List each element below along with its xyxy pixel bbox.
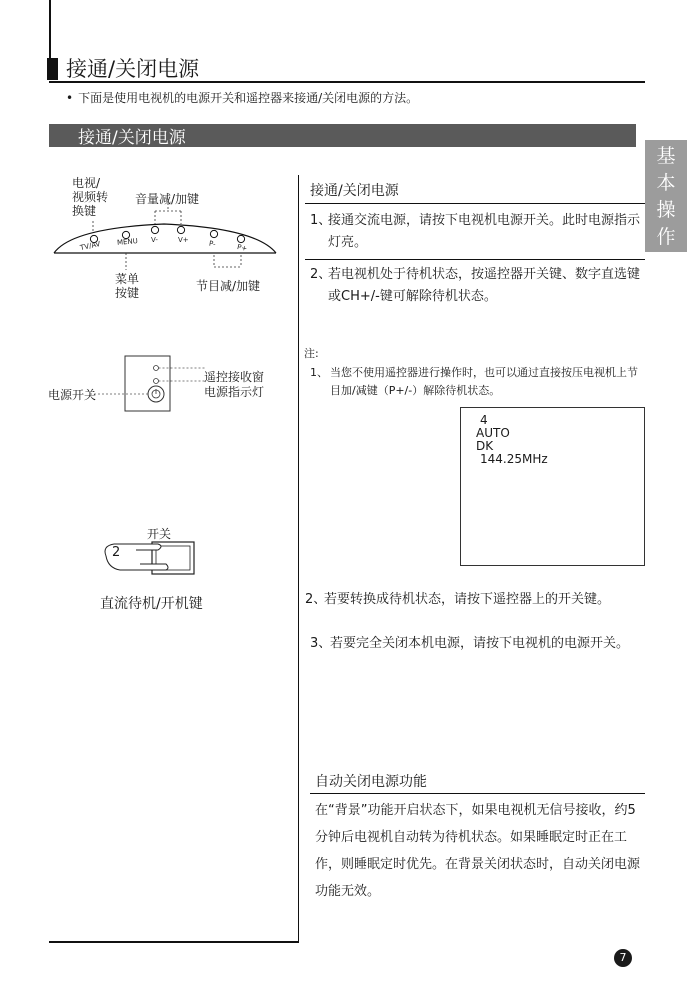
page-title: 接通/关闭电源 <box>66 57 200 81</box>
label-tvav-line1: 电视/ <box>72 176 101 190</box>
button-label-menu: MENU <box>116 237 139 247</box>
off-step2-text: 若要转换成待机状态，请按下遥控器上的开关键。 <box>324 592 611 607</box>
volume-down-button[interactable] <box>151 226 158 233</box>
chapter-tab-char: 操 <box>656 199 676 221</box>
program-up-button[interactable] <box>237 235 244 242</box>
bottom-rule <box>49 941 299 943</box>
button-label-volume-up: V+ <box>178 236 189 244</box>
heading-rule <box>305 203 645 204</box>
intro-text: • 下面是使用电视机的电源开关和遥控器来接通/关闭电源的方法。 <box>66 89 418 106</box>
button-label-program-down: P- <box>208 239 217 249</box>
button-label-volume-down: V- <box>151 236 158 244</box>
label-power-indicator: 电源指示灯 <box>204 385 265 399</box>
step2-number: 2、 <box>310 267 332 282</box>
power-on-heading: 接通/关闭电源 <box>310 183 399 199</box>
chapter-tab-char: 本 <box>656 172 676 194</box>
label-program: 节目减/加键 <box>196 279 261 293</box>
auto-off-rule <box>310 793 645 794</box>
page-number: 7 <box>614 949 632 967</box>
volume-up-button[interactable] <box>177 226 184 233</box>
label-standby-switch: 开关 <box>147 527 172 541</box>
power-panel-diagram <box>90 355 210 415</box>
title-underline <box>49 81 645 83</box>
label-menu-line1: 菜单 <box>115 272 140 286</box>
off-step3-number: 3、 <box>310 636 332 651</box>
osd-mode: AUTO <box>476 426 510 440</box>
chapter-tab-char: 作 <box>656 226 676 248</box>
osd-display-box <box>460 407 645 566</box>
standby-number: 2 <box>112 545 121 560</box>
remote-receiver-window <box>154 366 159 371</box>
step2-text: 若电视机处于待机状态，按遥控器开关键、数字直选键或CH+/-键可解除待机状态。 <box>328 267 641 304</box>
step1-number: 1、 <box>310 213 332 228</box>
off-step3-text: 若要完全关闭本机电源，请按下电视机的电源开关。 <box>330 636 630 651</box>
note-text: 当您不使用遥控器进行操作时，也可以通过直接按压电视机上节目加/减键（P+/-）解除待机状态。 <box>330 366 638 397</box>
section-title: 接通/关闭电源 <box>78 128 186 148</box>
note-number: 1、 <box>310 366 328 379</box>
program-down-button[interactable] <box>210 230 217 237</box>
osd-channel: 4 <box>480 413 488 427</box>
header-vertical-rule <box>49 0 51 60</box>
column-divider <box>298 175 299 942</box>
label-menu-line2: 按键 <box>115 286 140 300</box>
label-tvav-line3: 换键 <box>72 204 97 218</box>
label-tvav-line2: 视频转 <box>72 190 109 204</box>
power-indicator-light <box>154 379 159 384</box>
title-marker <box>47 58 58 80</box>
chapter-tab-char: 基 <box>656 145 676 167</box>
off-step2-number: 2、 <box>305 592 327 607</box>
label-remote-window: 遥控接收窗 <box>204 370 265 384</box>
button-label-program-up: P+ <box>236 243 248 253</box>
step1-text: 接通交流电源，请按下电视机电源开关。此时电源指示灯亮。 <box>328 213 641 250</box>
auto-off-text: 在“背景”功能开启状态下，如果电视机无信号接收，约5分钟后电视机自动转为待机状态。如果睡眠定时正在工作，则睡眠定时优先。在背景关闭状态时，自动关闭电源功能无效。 <box>315 803 641 899</box>
osd-system: DK <box>476 439 494 453</box>
label-volume: 音量减/加键 <box>135 192 200 206</box>
osd-frequency: 144.25MHz <box>480 452 548 466</box>
standby-caption: 直流待机/开机键 <box>100 596 203 612</box>
label-power-switch: 电源开关 <box>48 388 97 402</box>
button-label-tvav: TV/AV <box>79 239 102 253</box>
auto-off-heading: 自动关闭电源功能 <box>315 774 427 790</box>
chapter-tab <box>645 140 687 252</box>
note-label: 注: <box>304 347 319 360</box>
step-rule <box>305 259 645 260</box>
